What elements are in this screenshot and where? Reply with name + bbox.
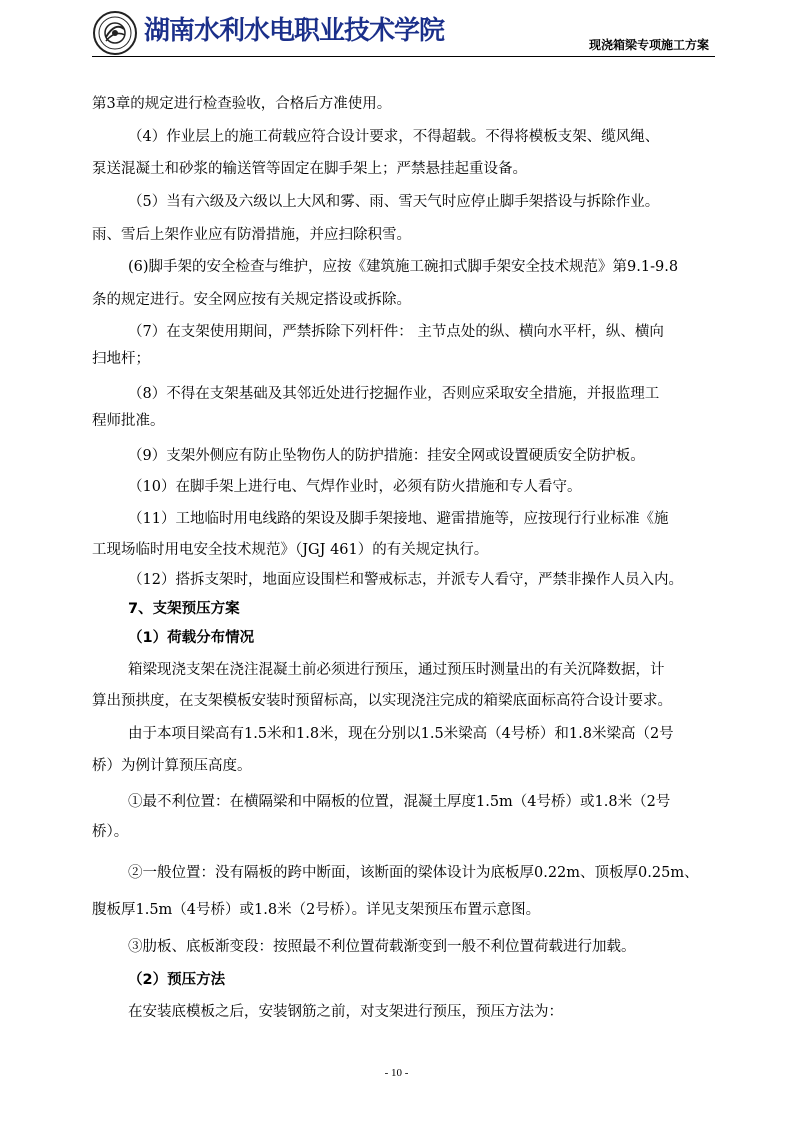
text-line: 桥）。: [92, 824, 129, 840]
text-line: 扫地杆；: [92, 351, 150, 367]
text-line: 雨、雪后上架作业应有防滑措施，并应扫除积雪。: [92, 227, 411, 243]
text-line: （10）在脚手架上进行电、气焊作业时，必须有防火措施和专人看守。: [128, 479, 582, 495]
text-line: ③肋板、底板渐变段：按照最不利位置荷载渐变到一般不利位置荷载进行加载。: [128, 939, 636, 955]
page-header: [92, 8, 715, 57]
text-line: （5）当有六级及六级以上大风和雾、雨、雪天气时应停止脚手架搭设与拆除作业。: [128, 194, 660, 210]
text-line: ①最不利位置：在横隔梁和中隔板的位置，混凝土厚度1.5m（4号桥）或1.8米（2号: [128, 794, 671, 810]
subsection-heading: （2）预压方法: [128, 972, 226, 988]
section-heading: 7、支架预压方案: [128, 601, 240, 617]
text-line: (6)脚手架的安全检查与维护，应按《建筑施工碗扣式脚手架安全技术规范》第9.1-9.8: [128, 259, 679, 275]
text-line: 箱梁现浇支架在浇注混凝土前必须进行预压，通过预压时测量出的有关沉降数据，计: [128, 662, 665, 678]
text-line: ②一般位置：没有隔板的跨中断面，该断面的梁体设计为底板厚0.22m、顶板厚0.25m、: [128, 865, 699, 881]
text-line: （8）不得在支架基础及其邻近处进行挖掘作业，否则应采取安全措施，并报监理工: [128, 386, 660, 402]
subsection-heading: （1）荷载分布情况: [128, 630, 255, 646]
page-number: - 10 -: [384, 1067, 409, 1079]
text-line: 在安装底模板之后，安装钢筋之前，对支架进行预压，预压方法为：: [128, 1004, 563, 1020]
text-line: （7）在支架使用期间，严禁拆除下列杆件： 主节点处的纵、横向水平杆，纵、横向: [128, 324, 664, 340]
text-line: （9）支架外侧应有防止坠物伤人的防护措施：挂安全网或设置硬质安全防护板。: [128, 448, 645, 464]
text-line: 算出预拱度，在支架模板安装时预留标高，以实现浇注完成的箱梁底面标高符合设计要求。: [92, 693, 672, 709]
school-emblem-icon: [92, 10, 138, 56]
text-line: 桥）为例计算预压高度。: [92, 758, 252, 774]
text-line: 泵送混凝土和砂浆的输送管等固定在脚手架上；严禁悬挂起重设备。: [92, 161, 527, 177]
text-line: 工现场临时用电安全技术规范》（JGJ 461）的有关规定执行。: [92, 542, 489, 558]
text-line: 程师批准。: [92, 413, 165, 429]
text-line: （12）搭拆支架时，地面应设围栏和警戒标志，并派专人看守，严禁非操作人员入内。: [128, 572, 683, 588]
school-name-logo: 湖南水利水电职业技术学院: [144, 16, 445, 46]
document-title: 现浇箱梁专项施工方案: [588, 38, 709, 52]
text-line: 第3章的规定进行检查验收，合格后方准使用。: [92, 96, 392, 112]
text-line: （11）工地临时用电线路的架设及脚手架接地、避雷措施等，应按现行行业标准《施: [128, 511, 669, 527]
text-line: 条的规定进行。安全网应按有关规定搭设或拆除。: [92, 292, 411, 308]
text-line: （4）作业层上的施工荷载应符合设计要求，不得超载。不得将模板支架、缆风绳、: [128, 129, 660, 145]
text-line: 由于本项目梁高有1.5米和1.8米，现在分别以1.5米梁高（4号桥）和1.8米梁高（2号: [128, 726, 674, 742]
text-line: 腹板厚1.5m（4号桥）或1.8米（2号桥）。详见支架预压布置示意图。: [92, 902, 541, 918]
